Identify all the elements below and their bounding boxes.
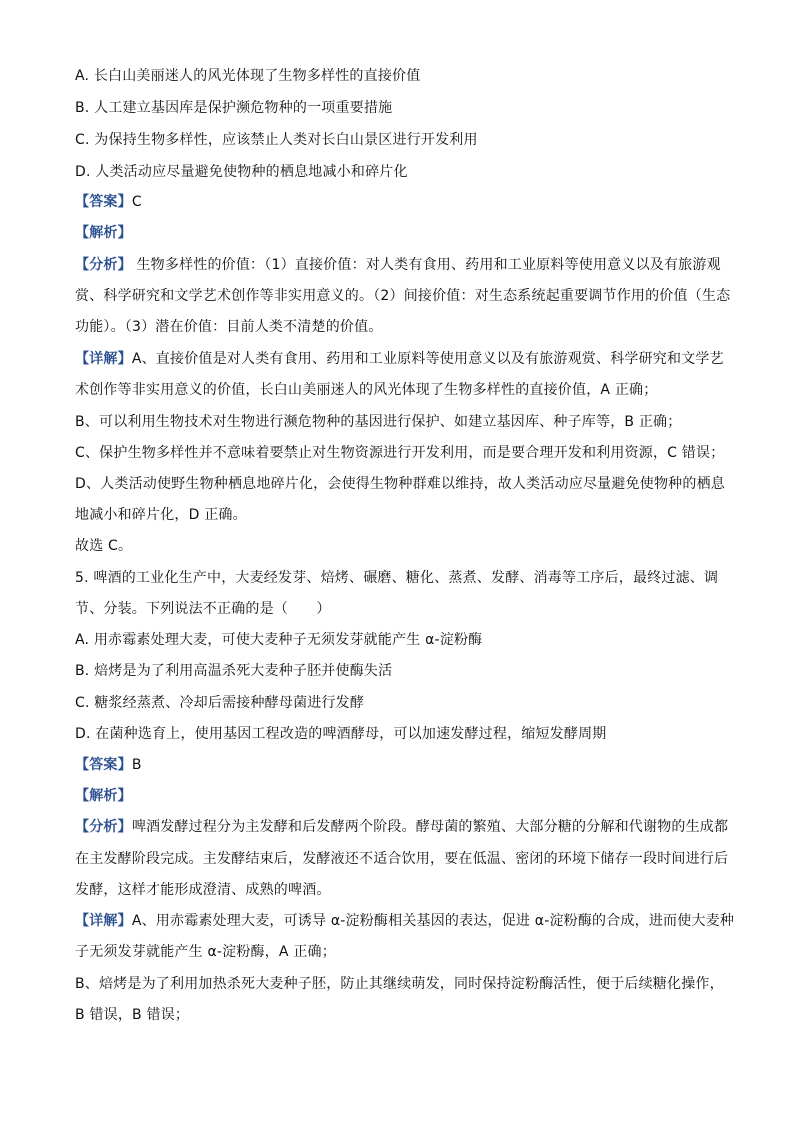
- q5-jiexi-label: 【解析】: [75, 788, 132, 804]
- q5-fenxi-text-1: 啤酒发酵过程分为主发酵和后发酵两个阶段。酵母菌的繁殖、大部分糖的分解和代谢物的生成都: [131, 819, 729, 835]
- q4-conclusion: 故选 C。: [75, 538, 133, 554]
- q5-option-a: A. 用赤霉素处理大麦，可使大麦种子无须发芽就能产生 α-淀粉酶: [75, 632, 483, 648]
- q4-xiangjie-line-6: 地减小和碎片化，D 正确。: [75, 507, 247, 523]
- q4-fenxi-line-1: [75, 256, 725, 274]
- q4-fenxi-label: 【分析】: [75, 257, 132, 273]
- q5-xiangjie-text-1: A、用赤霉素处理大麦，可诱导 α-淀粉酶相关基因的表达，促进 α-淀粉酶的合成，进而使大麦种: [131, 913, 735, 929]
- q4-fenxi-line-3: 功能）。（3）潜在价值：目前人类不清楚的价值。: [75, 319, 383, 335]
- q5-option-b: B. 焙烤是为了利用高温杀死大麦种子胚并使酶失活: [75, 663, 393, 679]
- q5-xiangjie-line-3: B、焙烤是为了利用加热杀死大麦种子胚，防止其继续萌发，同时保持淀粉酶活性，便于后续糖化操作，: [75, 976, 724, 992]
- q4-option-a: A. 长白山美丽迷人的风光体现了生物多样性的直接价值: [75, 68, 421, 84]
- q5-answer-label: 【答案】: [75, 757, 132, 773]
- q5-stem-line-1: 5. 啤酒的工业化生产中，大麦经发芽、焙烤、碾磨、糖化、蒸煮、发酵、消毒等工序后，最终过滤、调: [75, 570, 719, 586]
- q4-option-b: B. 人工建立基因库是保护濒危物种的一项重要措施: [75, 100, 393, 116]
- q5-answer-line: [75, 756, 725, 774]
- q4-option-c: C. 为保持生物多样性，应该禁止人类对长白山景区进行开发利用: [75, 132, 478, 148]
- q5-fenxi-line-1: [75, 818, 729, 836]
- q4-jiexi-label: 【解析】: [75, 225, 132, 241]
- q4-answer-label: 【答案】: [75, 194, 132, 210]
- q4-fenxi-line-2: 赏、科学研究和文学艺术创作等非实用意义的。（2）间接价值：对生态系统起重要调节作用的价值（生态: [75, 288, 731, 304]
- q4-xiangjie-line-3: B、可以利用生物技术对生物进行濒危物种的基因进行保护、如建立基因库、种子库等，B 正确；: [75, 414, 682, 430]
- q4-xiangjie-text-1: A、直接价值是对人类有食用、药用和工业原料等使用意义以及有旅游观赏、科学研究和文学艺: [131, 351, 724, 367]
- q5-fenxi-label: 【分析】: [75, 819, 132, 835]
- q4-xiangjie-line-5: D、人类活动使野生物种栖息地碎片化，会使得生物种群难以维持，故人类活动应尽量避免使物种的栖息: [75, 476, 725, 492]
- q4-option-d: D. 人类活动应尽量避免使物种的栖息地减小和碎片化: [75, 164, 408, 180]
- q4-fenxi-text-1: 生物多样性的价值：（1）直接价值：对人类有食用、药用和工业原料等使用意义以及有旅游观: [131, 257, 721, 273]
- q5-xiangjie-line-1: [75, 912, 735, 930]
- q4-xiangjie-line-1: [75, 350, 725, 368]
- q5-fenxi-line-3: 发酵，这样才能形成澄清、成熟的啤酒。: [75, 882, 331, 898]
- q5-stem-line-2: 节、分装。下列说法不正确的是（ ）: [75, 601, 331, 617]
- q4-answer-line: [75, 193, 725, 211]
- q5-xiangjie-line-2: 子无须发芽就能产生 α-淀粉酶，A 正确；: [75, 944, 336, 960]
- q4-xiangjie-label: 【详解】: [75, 351, 132, 367]
- q5-xiangjie-label: 【详解】: [75, 913, 132, 929]
- q5-answer-value: B: [131, 757, 142, 773]
- q5-option-d: D. 在菌种选育上，使用基因工程改造的啤酒酵母，可以加速发酵过程，缩短发酵周期: [75, 726, 607, 742]
- q4-xiangjie-line-2: 术创作等非实用意义的价值，长白山美丽迷人的风光体现了生物多样性的直接价值，A 正确；: [75, 382, 658, 398]
- q5-xiangjie-line-4: B 错误，B 错误；: [75, 1007, 190, 1023]
- q4-xiangjie-line-4: C、保护生物多样性并不意味着要禁止对生物资源进行开发利用，而是要合理开发和利用资源，C 错误；: [75, 445, 725, 461]
- q5-option-c: C. 糖浆经蒸煮、冷却后需接种酵母菌进行发酵: [75, 695, 365, 711]
- q4-answer-value: C: [131, 194, 142, 210]
- q5-fenxi-line-2: 在主发酵阶段完成。主发酵结束后，发酵液还不适合饮用，要在低温、密闭的环境下储存一段时间进行后: [75, 851, 729, 867]
